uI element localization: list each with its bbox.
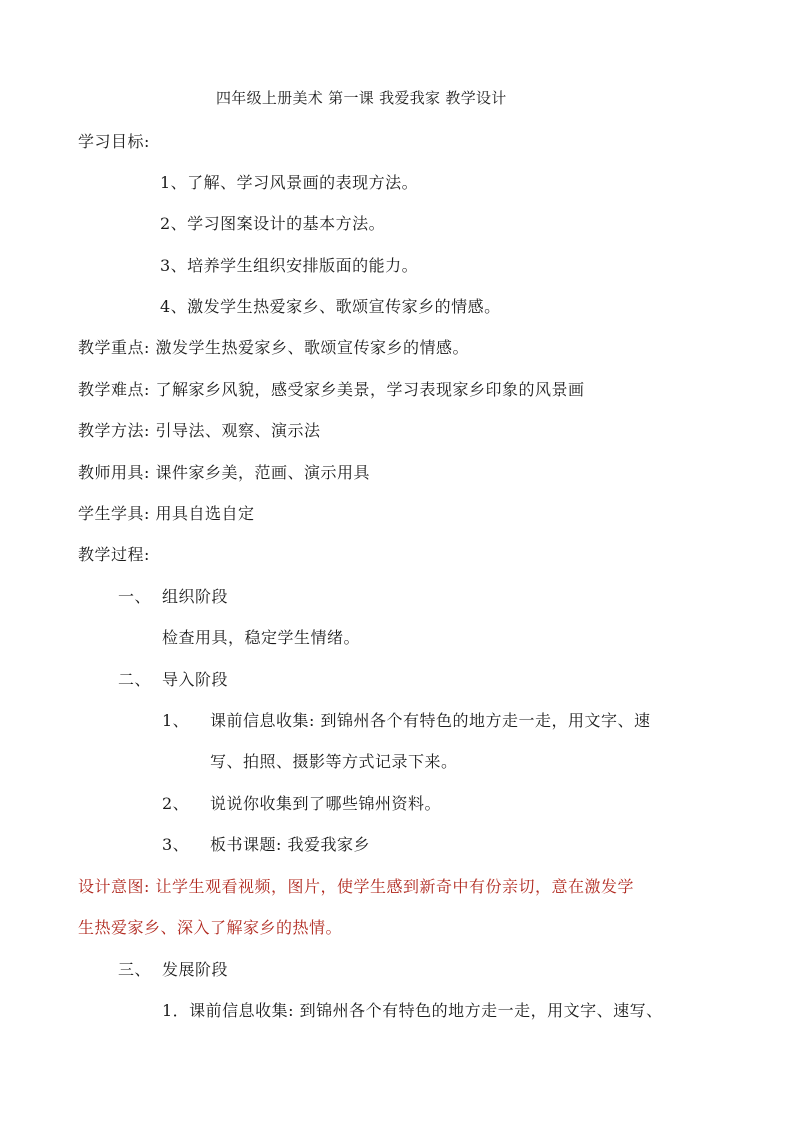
stage-label: 发展阶段 [162,960,229,979]
student-tools: 学生学具: 用具自选自定 [78,504,255,523]
key-points: 教学重点: 激发学生热爱家乡、歌颂宣传家乡的情感。 [78,338,469,357]
stage-text: 1．课前信息收集: 到锦州各个有特色的地方走一走，用文字、速写、 [162,1001,663,1020]
objectives-heading: 学习目标: [78,132,150,151]
stage-label: 组织阶段 [162,587,229,606]
list-item-number: 1、 [162,711,190,730]
teacher-tools: 教师用具: 课件家乡美，范画、演示用具 [78,463,370,482]
list-item-text: 板书课题: 我爱我家乡 [210,835,370,854]
teaching-methods: 教学方法: 引导法、观察、演示法 [78,421,321,440]
list-item-text: 课前信息收集: 到锦州各个有特色的地方走一走，用文字、速 [210,711,651,730]
stage-number: 二、 [118,670,152,689]
list-item-number: 3、 [162,835,190,854]
design-intent-continued: 生热爱家乡、深入了解家乡的热情。 [78,918,343,937]
stage-number: 三、 [118,960,152,979]
objective-item: 4、激发学生热爱家乡、歌颂宣传家乡的情感。 [160,297,501,316]
difficulties: 教学难点: 了解家乡风貌，感受家乡美景，学习表现家乡印象的风景画 [78,380,585,399]
list-item-text-continued: 写、拍照、摄影等方式记录下来。 [210,752,458,771]
objective-item: 3、培养学生组织安排版面的能力。 [160,256,419,275]
stage-text: 检查用具，稳定学生情绪。 [162,628,361,647]
process-heading: 教学过程: [78,545,150,564]
stage-number: 一、 [118,587,152,606]
objective-item: 1、了解、学习风景画的表现方法。 [160,173,419,192]
document-title: 四年级上册美术 第一课 我爱我家 教学设计 [216,89,507,107]
stage-label: 导入阶段 [162,670,229,689]
design-intent: 设计意图: 让学生观看视频，图片，使学生感到新奇中有份亲切，意在激发学 [78,877,634,896]
list-item-number: 2、 [162,794,190,813]
objective-item: 2、学习图案设计的基本方法。 [160,214,386,233]
list-item-text: 说说你收集到了哪些锦州资料。 [210,794,442,813]
